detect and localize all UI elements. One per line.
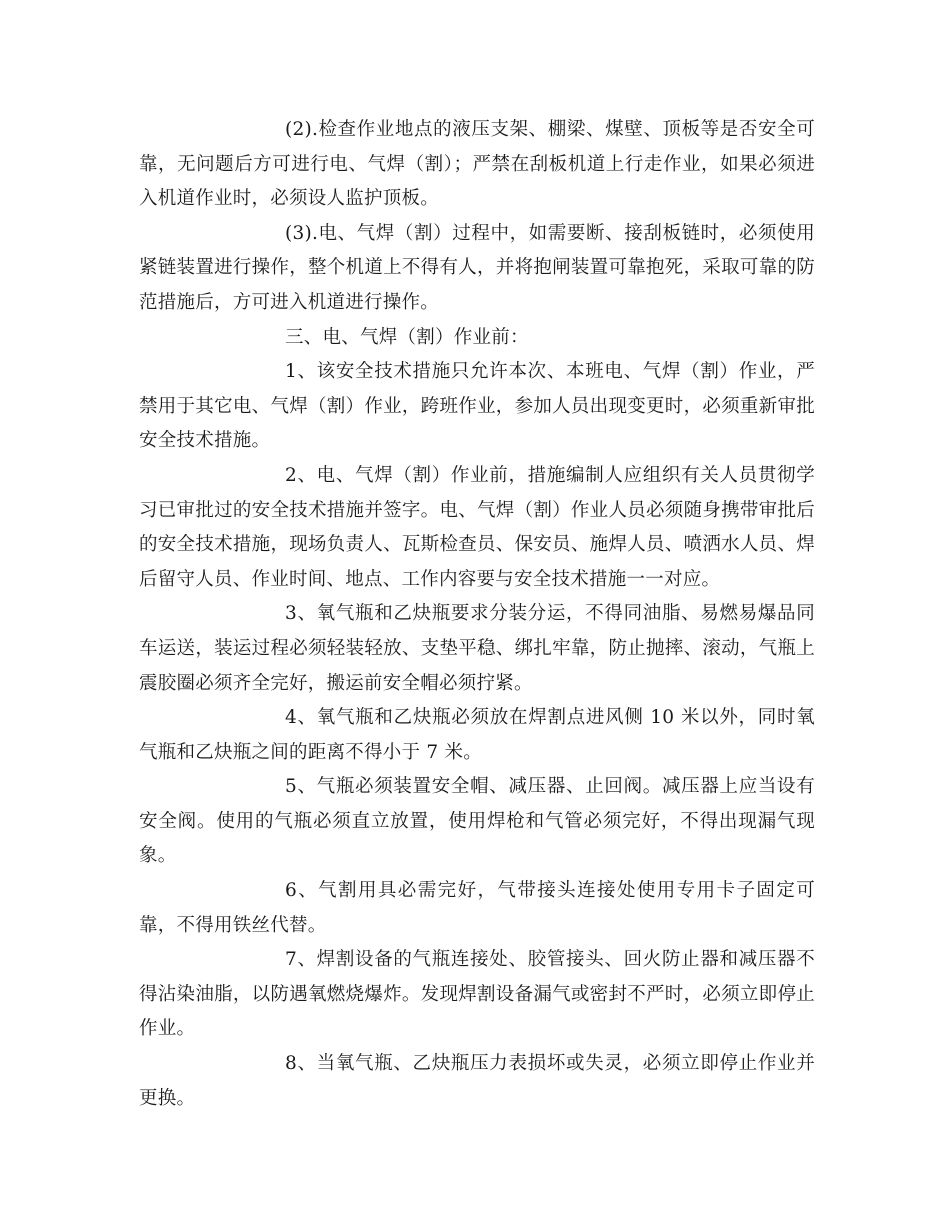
paragraph-rule-2: 2、电、气焊（割）作业前，措施编制人应组织有关人员贯彻学习已审批过的安全技术措施并签字。电、气焊（割）作业人员必须随身携带审批后的安全技术措施，现场负责人、瓦斯检查员、保安员、施焊人员、喷洒水人员、焊后留守人员、作业时间、地点、工作内容要与安全技术措施一一对应。 xyxy=(139,464,815,590)
paragraph-rule-7: 7、焊割设备的气瓶连接处、胶管接头、回火防止器和减压器不得沾染油脂，以防遇氧燃烧爆炸。发现焊割设备漏气或密封不严时，必须立即停止作业。 xyxy=(139,949,815,1040)
paragraph-item-3: (3).电、气焊（割）过程中，如需要断、接刮板链时，必须使用紧链装置进行操作，整个机道上不得有人，并将抱闸装置可靠抱死，采取可靠的防范措施后，方可进入机道进行操作。 xyxy=(139,222,815,313)
paragraph-rule-5: 5、气瓶必须装置安全帽、减压器、止回阀。减压器上应当设有安全阀。使用的气瓶必须直立放置，使用焊枪和气管必须完好，不得出现漏气现象。 xyxy=(139,776,815,867)
section-heading: 三、电、气焊（割）作业前： xyxy=(285,326,529,348)
paragraph-rule-8: 8、当氧气瓶、乙炔瓶压力表损坏或失灵，必须立即停止作业并更换。 xyxy=(139,1053,815,1109)
document-body xyxy=(139,113,815,1116)
paragraph-item-2: (2).检查作业地点的液压支架、棚梁、煤壁、顶板等是否安全可靠，无问题后方可进行电、气焊（割）；严禁在刮板机道上行走作业，如果必须进入机道作业时，必须设人监护顶板。 xyxy=(139,119,815,210)
paragraph-rule-4: 4、氧气瓶和乙炔瓶必须放在焊割点进风侧 10 米以外，同时氧气瓶和乙炔瓶之间的距离不得小于 7 米。 xyxy=(139,707,815,763)
paragraph-rule-3: 3、氧气瓶和乙炔瓶要求分装分运，不得同油脂、易燃易爆品同车运送，装运过程必须轻装轻放、支垫平稳、绑扎牢靠，防止抛摔、滚动，气瓶上震胶圈必须齐全完好，搬运前安全帽必须拧紧。 xyxy=(139,603,815,694)
paragraph-rule-6: 6、气割用具必需完好，气带接头连接处使用专用卡子固定可靠，不得用铁丝代替。 xyxy=(139,880,815,936)
paragraph-rule-1: 1、该安全技术措施只允许本次、本班电、气焊（割）作业，严禁用于其它电、气焊（割）作业，跨班作业，参加人员出现变更时，必须重新审批安全技术措施。 xyxy=(139,361,815,452)
